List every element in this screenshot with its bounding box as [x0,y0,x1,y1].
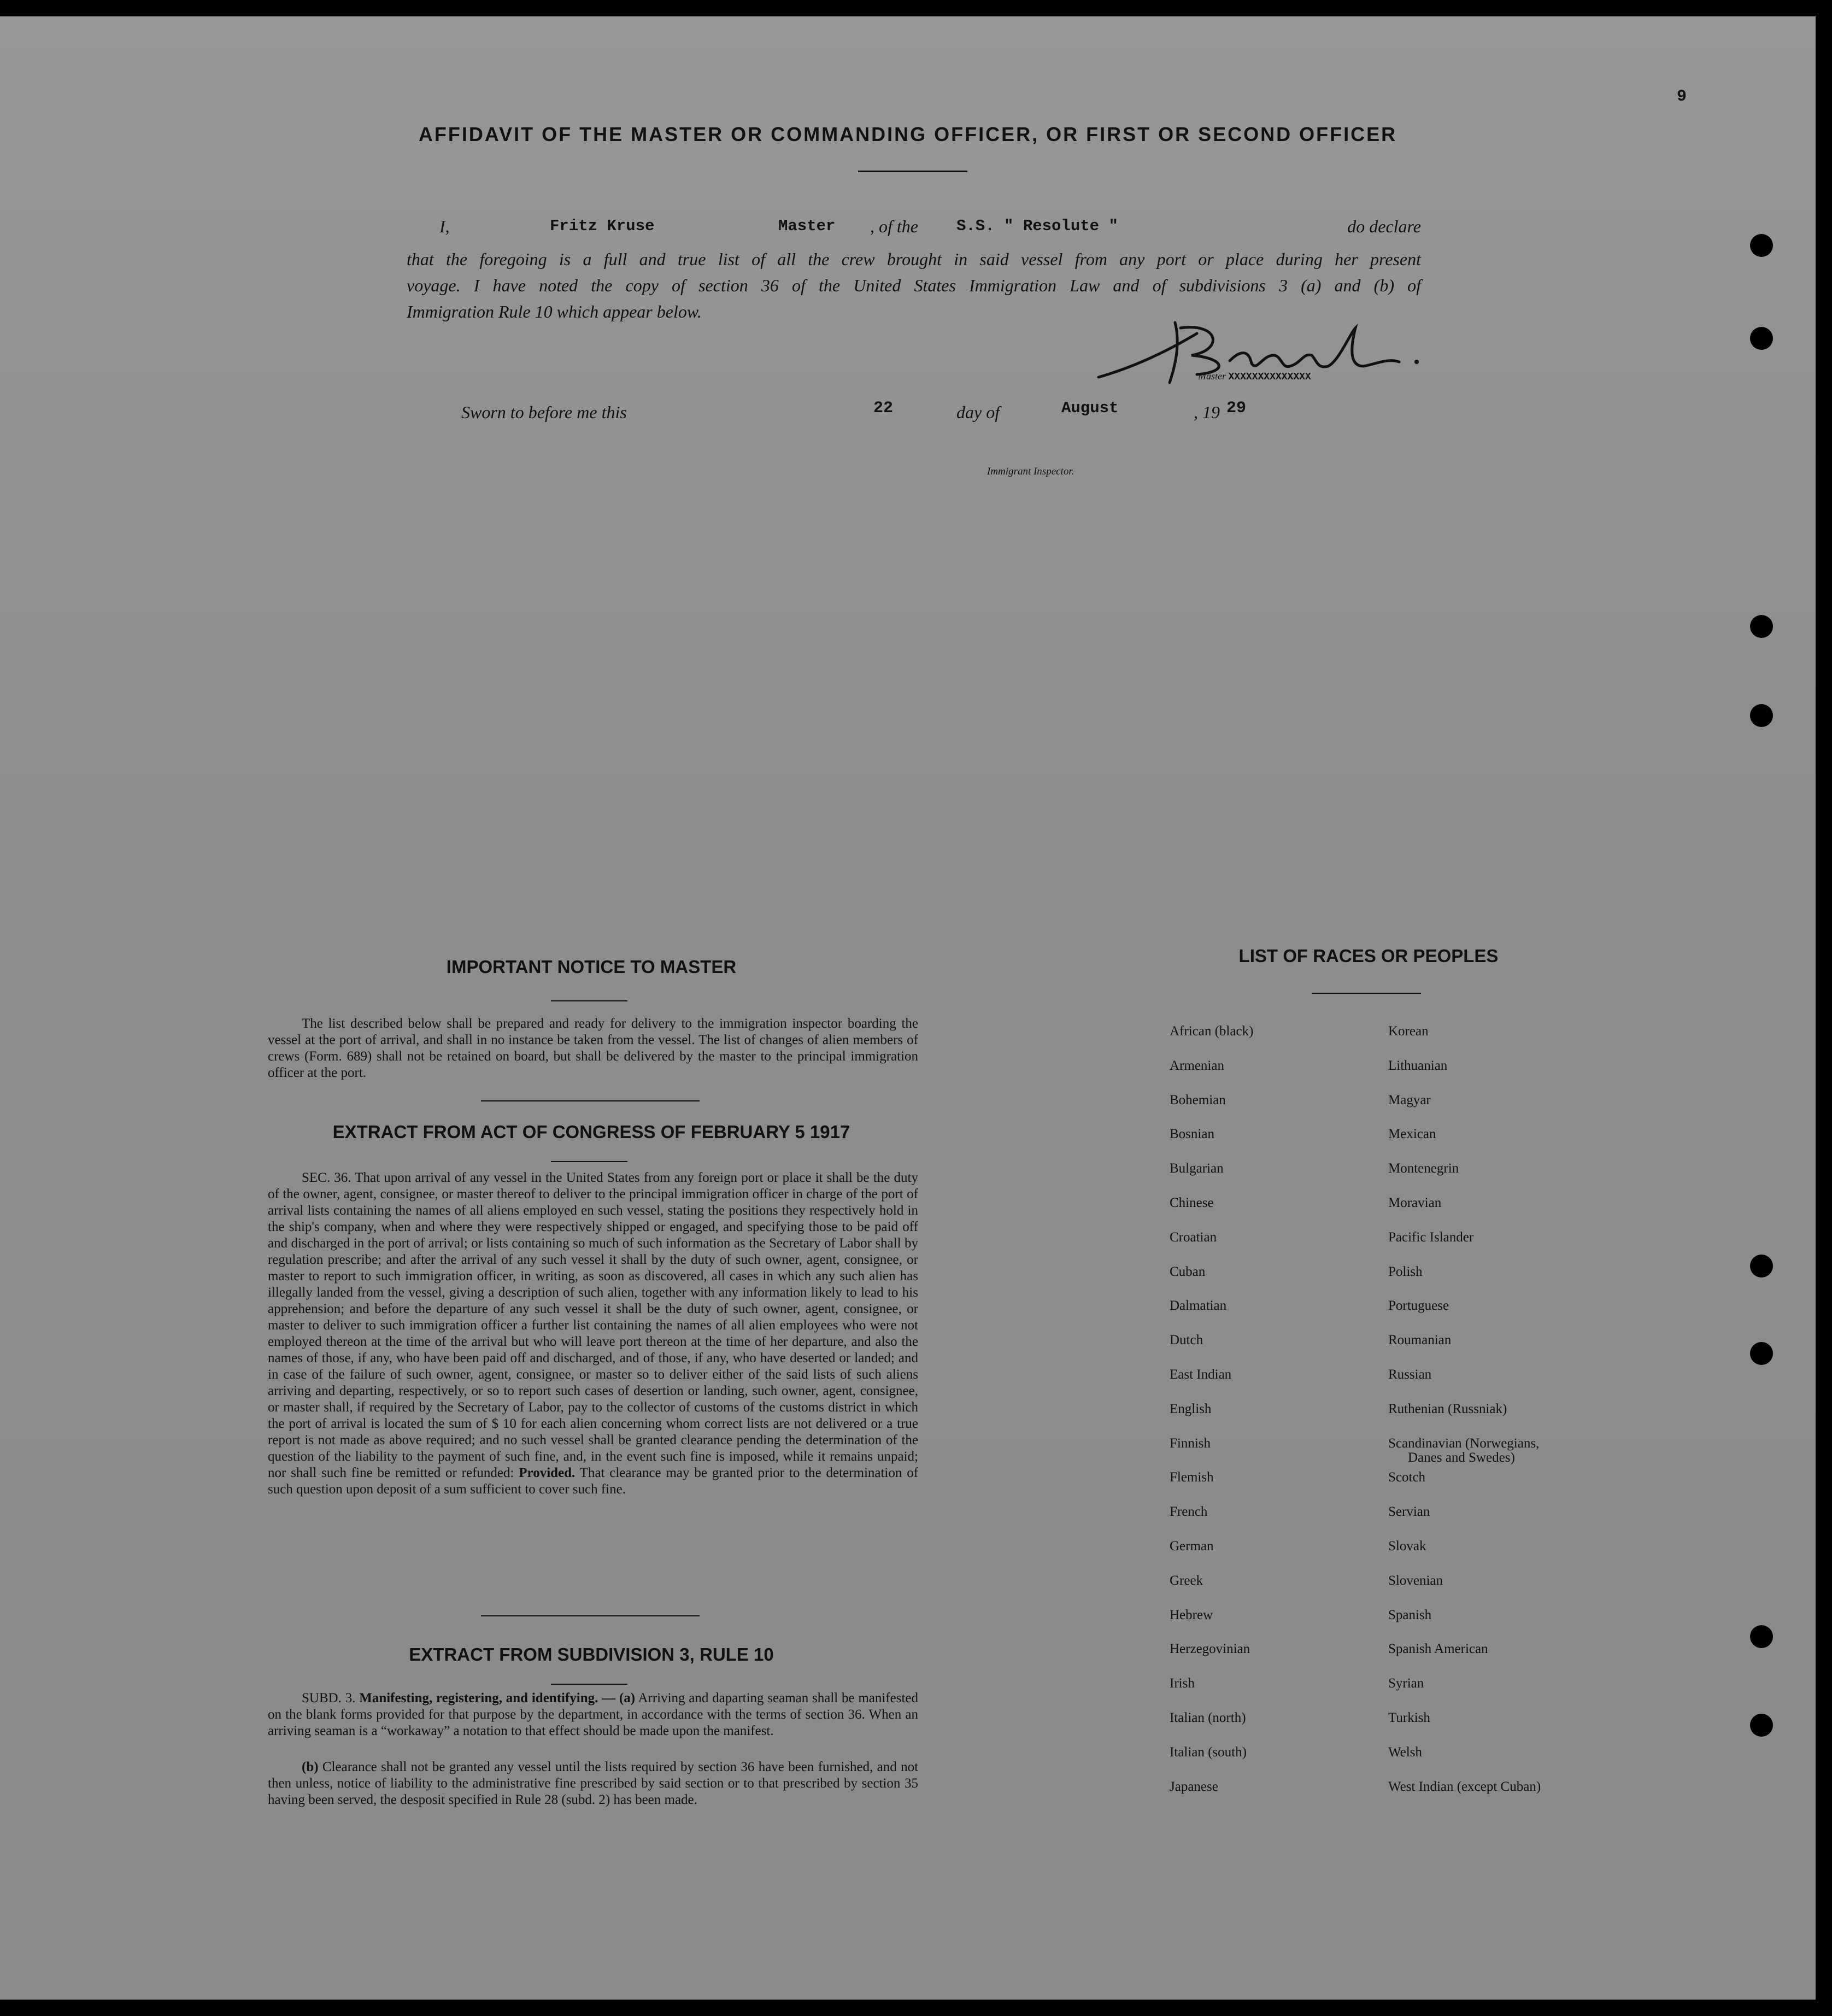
year-suffix: 29 [1226,399,1247,418]
race-item: Italian (south) [1170,1744,1247,1760]
punch-hole [1750,1342,1773,1365]
title-divider [858,171,967,172]
punch-hole [1750,1714,1773,1737]
subd-label: SUBD. 3. [302,1691,356,1706]
declaration-line-3: voyage. I have noted the copy of section 36 of the United States Immigration Law and of subdivisions 3 (a) and (b) of [407,276,1421,295]
inspector-label: Immigrant Inspector. [987,466,1074,477]
race-item: Russian [1388,1367,1432,1382]
declaration-line-2: that the foregoing is a full and true list of all the crew brought in said vessel from any port or place during her present [407,249,1421,269]
race-item: Armenian [1170,1058,1224,1073]
race-item: English [1170,1401,1212,1416]
struck-text: XXXXXXXXXXXXXX [1228,372,1311,383]
race-item: Portuguese [1388,1298,1449,1314]
act-divider [551,1161,627,1162]
race-item: Mexican [1388,1127,1436,1142]
race-item: Dalmatian [1170,1298,1227,1314]
punch-hole [1750,615,1773,638]
punch-hole [1750,234,1773,257]
signature-title: Master [1198,371,1226,382]
races-divider [1312,993,1421,994]
day-of-label: day of [956,402,1000,422]
race-item: Servian [1388,1504,1430,1520]
vessel-name: S.S. " Resolute " [956,217,1118,235]
race-item: Spanish American [1388,1642,1488,1657]
race-item: Montenegrin [1388,1161,1459,1176]
race-item: Korean [1388,1024,1429,1039]
race-item: Italian (north) [1170,1710,1246,1725]
race-item: Finnish [1170,1435,1211,1451]
of-the-label: , of the [870,216,918,236]
rule-b-text [268,1759,918,1808]
race-item: Pacific Islander [1388,1229,1474,1245]
race-item: East Indian [1170,1367,1232,1382]
race-item: Slovak [1388,1539,1426,1554]
sworn-label: Sworn to before me this [461,402,627,422]
race-continuation: Danes and Swedes) [1408,1450,1515,1465]
act-body-end: That clearance may be granted prior to the determination of such question upon deposit of a sum sufficient to cover such fine. [268,1466,919,1497]
race-item: Irish [1170,1676,1195,1691]
race-item: Greek [1170,1573,1203,1588]
subd-b-label: (b) [302,1760,319,1774]
subd-dash: — [598,1691,619,1706]
race-item: Bulgarian [1170,1161,1224,1176]
act-title: EXTRACT FROM ACT OF CONGRESS OF FEBRUARY 5 1917 [332,1122,850,1142]
document-page [0,16,1816,2000]
subd-a-text: Arriving and daparting seaman shall be manifested on the blank forms provided for that purpose by the department, in accordance with the terms of section 36. When an arriving seaman is a “workaway” a notation to that effect should be made upon the manifest. [268,1691,919,1738]
year-prefix: , 19 [1194,402,1220,422]
section-divider [481,1100,700,1101]
subd-heading: Manifesting, registering, and identifying. [359,1691,598,1706]
pronoun: I, [439,216,450,236]
races-title: LIST OF RACES OR PEOPLES [1238,946,1499,966]
race-item: Dutch [1170,1333,1203,1348]
punch-hole [1750,704,1773,727]
race-item: Welsh [1388,1744,1422,1760]
affidavit-title: AFFIDAVIT OF THE MASTER OR COMMANDING OFFICER, OR FIRST OR SECOND OFFICER [418,123,1398,145]
race-item: Turkish [1388,1710,1430,1725]
punch-hole [1750,327,1773,350]
race-item: Herzegovinian [1170,1642,1250,1657]
race-item: Bosnian [1170,1127,1214,1142]
race-item: Japanese [1170,1779,1218,1794]
margin-page-number: 9 [1677,87,1687,106]
sworn-month: August [1061,399,1119,417]
race-item: French [1170,1504,1208,1520]
sworn-day: 22 [873,399,894,418]
signature-caption [1198,371,1311,383]
rule-title: EXTRACT FROM SUBDIVISION 3, RULE 10 [409,1644,774,1665]
race-item: Syrian [1388,1676,1424,1691]
declaration-line-4: Immigration Rule 10 which appear below. [407,302,702,321]
race-item: Cuban [1170,1264,1206,1279]
section-divider [481,1615,700,1616]
act-body: SEC. 36. That upon arrival of any vessel in the United States from any foreign port or place it shall be the duty of the owner, agent, consignee, or master thereof to deliver to the principal immigration officer in charge of the port of arrival lists containing the names of all aliens employed en such vessel, stating the positions they respectively hold in the ship's company, when and where they were respectively shipped or engaged, and specifying those to be paid off and discharged in the port of arrival; or lists containing so much of such information as the Secretary of Labor shall by regulation prescribe; and after the arrival of any such vessel it shall by the duty of such owner, agent, consignee, or master to report to such immigration officer, in writing, as soon as discovered, all cases in which any such alien has illegally landed from the vessel, giving a description of such alien, together with any information likely to lead to his apprehension; and before the departure of any such vessel it shall be the duty of such owner, agent, consignee, or master to deliver to such immigration officer a further list containing the names of all alien employees who were not employed thereon at the time of the arrival but who will leave port thereon at the time of her departure, and also the names of those, if any, who have been paid off and discharged, and of those, if any, who have deserted or landed; and in case of the failure of such owner, agent, consignee, or master so to deliver either of the said lists of such aliens arriving and departing, respectively, or so to report such cases of desertion or landing, such owner, agent, consignee, or master shall, if required by the Secretary of Labor, pay to the collector of customs of the customs district in which the port of arrival is located the sum of $ 10 for each alien concerning whom correct lists are not delivered or a true report is not made as above required; and no such vessel shall be granted clearance pending the determination of the question of the liability to the payment of such fine, and, in the event such fine is imposed, while it remains unpaid; nor shall such fine be remitted or refunded: [268,1170,918,1480]
race-item: Scandinavian (Norwegians, [1388,1435,1540,1451]
race-item: Magyar [1388,1092,1431,1107]
race-item: Chinese [1170,1195,1214,1210]
officer-rank: Master [778,217,836,235]
subd-a-label: (a) [619,1691,636,1706]
race-item: Flemish [1170,1470,1214,1485]
race-item: Lithuanian [1388,1058,1448,1073]
act-text [268,1170,918,1498]
race-item: Polish [1388,1264,1423,1279]
race-item: Roumanian [1388,1333,1452,1348]
race-item: West Indian (except Cuban) [1388,1779,1541,1794]
race-item: Moravian [1388,1195,1442,1210]
rule-divider [551,1684,627,1685]
race-item: Hebrew [1170,1607,1213,1622]
race-item: Croatian [1170,1229,1217,1245]
race-item: Ruthenian (Russniak) [1388,1401,1507,1416]
race-item: Slovenian [1388,1573,1443,1588]
race-item: German [1170,1539,1214,1554]
race-item: Scotch [1388,1470,1426,1485]
notice-divider [551,1000,627,1001]
subd-b-text: Clearance shall not be granted any vessel until the lists required by section 36 have been furnished, and not then unless, notice of liability to the administrative fine prescribed by said section or to that prescribed by section 35 having been served, the desposit specified in Rule 28 (subd. 2) has been made. [268,1760,919,1807]
act-provided: Provided. [519,1466,576,1480]
race-item: African (black) [1170,1024,1254,1039]
race-item: Spanish [1388,1607,1432,1622]
master-name: Fritz Kruse [550,217,655,235]
rule-a-text [268,1690,918,1739]
race-item: Bohemian [1170,1092,1226,1107]
punch-hole [1750,1255,1773,1277]
notice-text: The list described below shall be prepared and ready for delivery to the immigration inspector boarding the vessel at the port of arrival, and shall in no instance be taken from the vessel. The list of changes of alien members of crews (Form. 689) shall not be retained on board, but shall be delivered by the master to the principal immigration officer at the port. [268,1016,918,1080]
do-declare-label: do declare [1347,216,1421,236]
punch-hole [1750,1625,1773,1648]
notice-title: IMPORTANT NOTICE TO MASTER [446,957,737,977]
sworn-line [461,399,1281,423]
